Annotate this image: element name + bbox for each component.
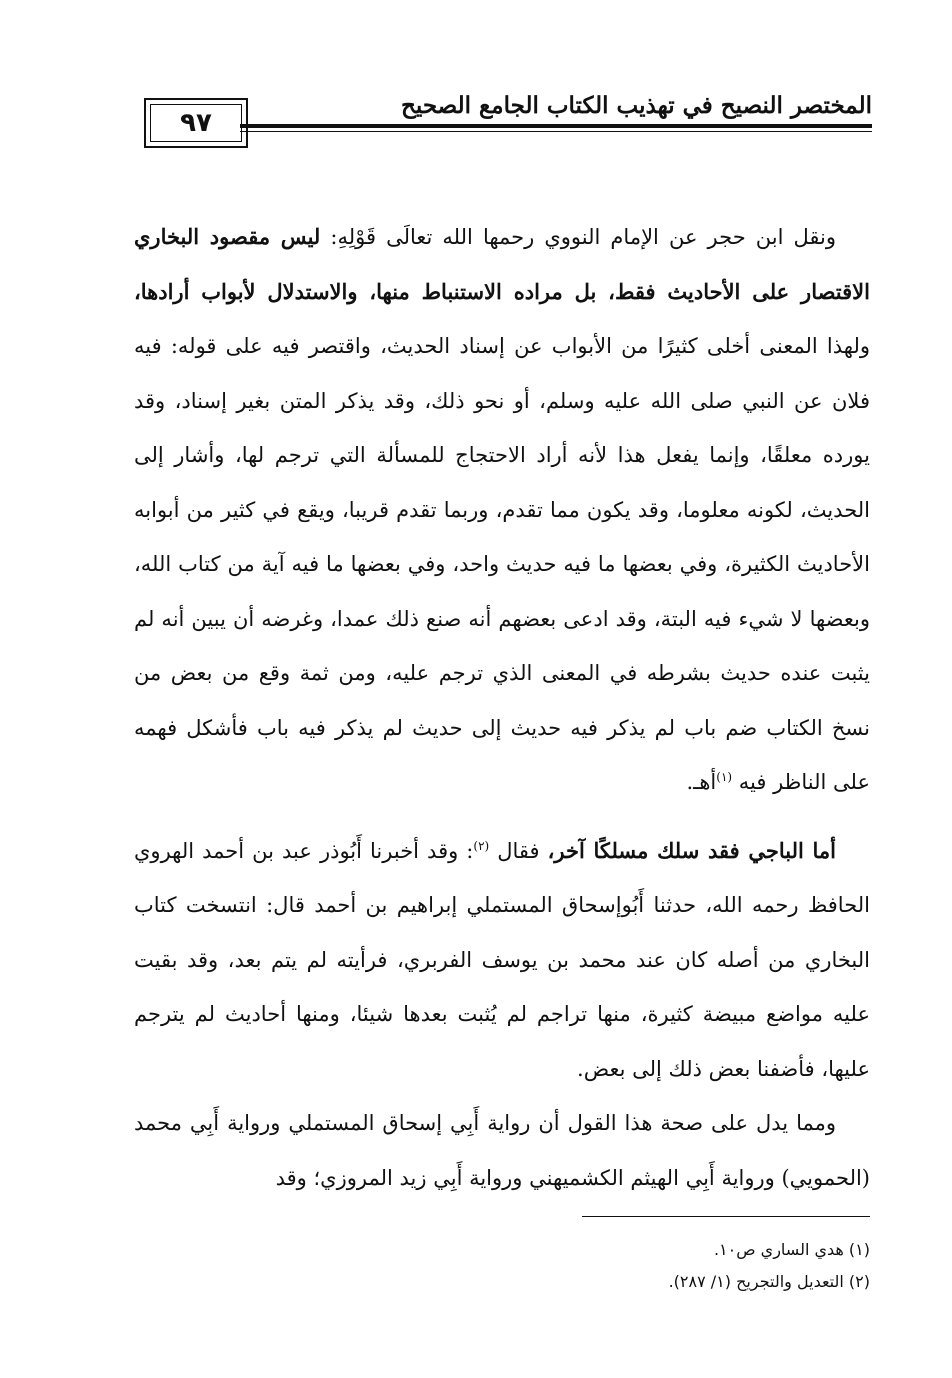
text-run: ولهذا المعنى أخلى كثيرًا من الأبواب عن إسناد الحديث، واقتصر فيه على قوله: فيه فلان عن النبي صلى الله عليه وسلم، أو نحو ذلك، وقد يذكر المتن بغير إسناد، وقد يورده معلقًا، وإنما يفعل هذا لأنه أراد الاحتجاج للمسألة التي ترجم لها، وأشار إلى الحديث، لكونه معلوما، وقد يكون مما تقدم، وربما تقدم قريبا، ويقع في كثير من أبوابه الأحاديث الكثيرة، وفي بعضها ما فيه حديث واحد، وفي بعضها ما فيه آية من كتاب الله، وبعضها لا شيء فيه البتة، وقد ادعى بعضهم أنه صنع ذلك عمدا، وغرضه أن يبين أنه لم يثبت عنده حديث بشرطه في المعنى الذي ترجم عليه، ومن ثمة وقع من بعض من نسخ الكتاب ضم باب لم يذكر فيه حديث إلى حديث لم يذكر فيه باب فأشكل فهمه على الناظر فيه xyxy=(134,334,870,794)
page-header xyxy=(132,88,872,158)
page-number-box xyxy=(144,98,248,148)
text-run: فقال xyxy=(489,838,548,863)
page-number: ٩٧ xyxy=(180,108,212,138)
text-run: أهـ. xyxy=(686,770,717,794)
paragraph xyxy=(134,1096,870,1205)
text-run: ونقل ابن حجر عن الإمام النووي رحمها الله تعالَى قَوْلِهِ: xyxy=(320,225,836,249)
footnote: (٢) التعديل والتجريح (١/ ٢٨٧). xyxy=(668,1272,870,1291)
text-run: : وقد أخبرنا أَبُوذر عبد بن أحمد الهروي الحافظ رحمه الله، حدثنا أَبُوإسحاق المستملي إبراهيم بن أحمد قال: انتسخت كتاب البخاري من أصله كان عند محمد بن يوسف الفربري، فرأيته لم يتم بعد، وقد بقيت عليه مواضع مبيضة كثيرة، منها تراجم لم يُثبت بعدها شيئا، ومنها أحاديث لم يترجم عليها، فأضفنا بعض ذلك إلى بعض. xyxy=(134,838,870,1081)
paragraph xyxy=(134,210,870,810)
footnote-separator xyxy=(582,1216,870,1217)
header-rule-thin xyxy=(240,131,872,132)
text-run: ومما يدل على صحة هذا القول أن رواية أَبِي إسحاق المستملي ورواية أَبِي محمد (الحمويي) ورواية أَبِي الهيثم الكشميهني ورواية أَبِي زيد المروزي؛ وقد xyxy=(134,1111,870,1190)
bold-text: أما الباجي فقد سلك مسلكًا آخر، xyxy=(547,837,837,863)
header-rule-thick xyxy=(240,124,872,128)
footnote: (١) هدي الساري ص١٠. xyxy=(713,1240,870,1259)
footnote-ref: (٢) xyxy=(473,838,490,853)
running-title: المختصر النصيح في تهذيب الكتاب الجامع الصحيح xyxy=(401,92,872,119)
footnote-ref: (١) xyxy=(716,770,733,784)
footnotes xyxy=(134,1234,870,1298)
body-text xyxy=(134,210,870,1205)
bold-text: ليس مقصود البخاري الاقتصار على الأحاديث فقط، بل مراده الاستنباط منها، والاستدلال لأبواب أرادها، xyxy=(134,224,870,304)
paragraph xyxy=(134,824,870,1097)
